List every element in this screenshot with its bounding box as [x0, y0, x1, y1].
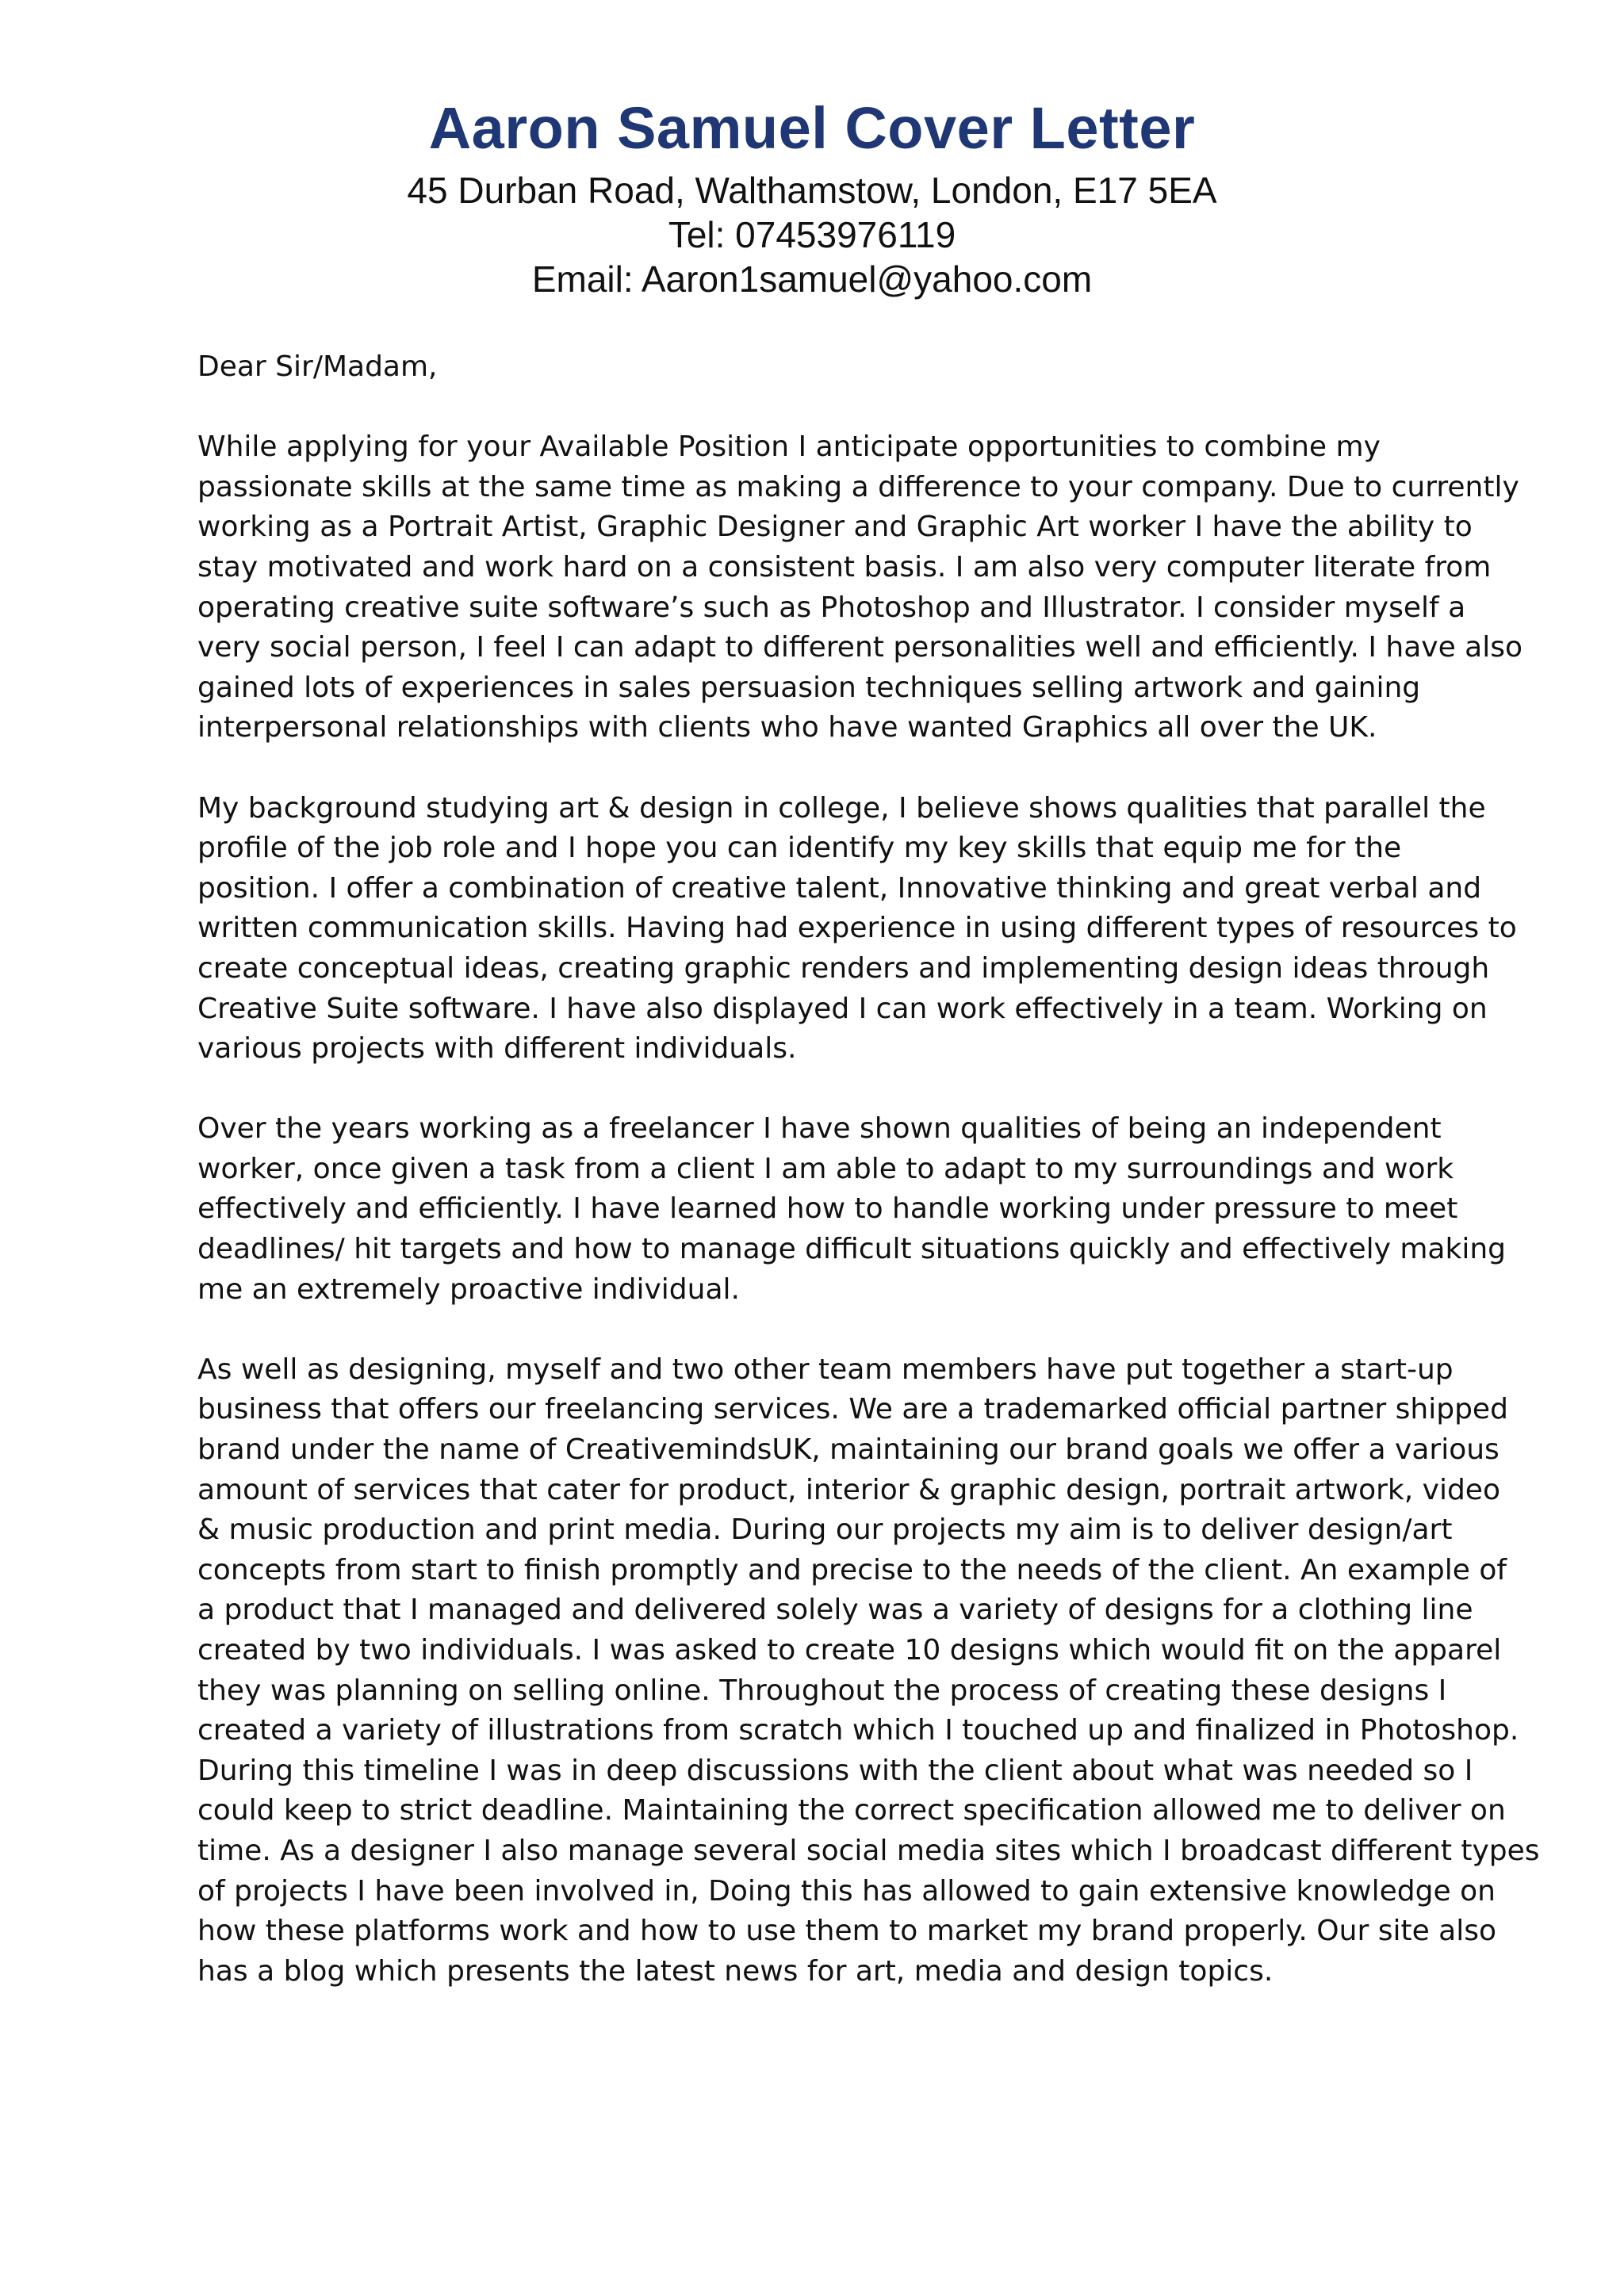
paragraph-line: deadlines/ hit targets and how to manage difficult situations quickly and effectively making	[197, 1233, 1507, 1266]
paragraph-line: could keep to strict deadline. Maintaining the correct specification allowed me to deliver on	[197, 1794, 1506, 1827]
paragraph-line: created a variety of illustrations from scratch which I touched up and finalized in Photoshop.	[197, 1714, 1519, 1747]
paragraph-line: My background studying art & design in college, I believe shows qualities that parallel the	[197, 791, 1486, 825]
page-title: Aaron Samuel Cover Letter	[428, 95, 1196, 161]
paragraph-line: Over the years working as a freelancer I have shown qualities of being an independent	[197, 1112, 1442, 1146]
paragraph-line: As well as designing, myself and two other team members have put together a start-up	[197, 1353, 1454, 1386]
paragraph-line: operating creative suite software’s such as Photoshop and Illustrator. I consider myself a	[197, 591, 1466, 624]
paragraph-line: various projects with different individuals.	[197, 1032, 797, 1066]
letter-paragraphs	[197, 427, 1540, 1992]
letter-body	[197, 347, 1540, 2032]
paragraph-line: concepts from start to finish promptly and precise to the needs of the client. An example of	[197, 1553, 1507, 1586]
paragraph-line: amount of services that cater for product, interior & graphic design, portrait artwork, video	[197, 1473, 1500, 1506]
paragraph-line: worker, once given a task from a client I am able to adapt to my surroundings and work	[197, 1152, 1454, 1185]
paragraph-line: During this timeline I was in deep discussions with the client about what was needed so I	[197, 1754, 1473, 1787]
address-line: 45 Durban Road, Walthamstow, London, E17 5EA	[407, 170, 1217, 211]
paragraph-line: of projects I have been involved in, Doing this has allowed to gain extensive knowledge on	[197, 1874, 1496, 1908]
paragraph-line: how these platforms work and how to use them to market my brand properly. Our site also	[197, 1915, 1496, 1948]
paragraph-line: & music production and print media. During our projects my aim is to deliver design/art	[197, 1513, 1453, 1547]
paragraph-line: they was planning on selling online. Throughout the process of creating these designs I	[197, 1674, 1447, 1707]
paragraph-4	[197, 1350, 1540, 1992]
paragraph-line: written communication skills. Having had experience in using different types of resources to	[197, 912, 1517, 945]
salutation: Dear Sir/Madam,	[197, 350, 438, 383]
paragraph-line: Creative Suite software. I have also displayed I can work effectively in a team. Working on	[197, 992, 1488, 1025]
paragraph-line: gained lots of experiences in sales persuasion techniques selling artwork and gaining	[197, 671, 1421, 704]
paragraph-line: effectively and efficiently. I have learned how to handle working under pressure to meet	[197, 1192, 1458, 1226]
paragraph-3	[197, 1109, 1507, 1310]
paragraph-line: time. As a designer I also manage several social media sites which I broadcast different types	[197, 1834, 1540, 1867]
paragraph-line: created by two individuals. I was asked to create 10 designs which would fit on the apparel	[197, 1634, 1502, 1667]
paragraph-line: passionate skills at the same time as making a difference to your company. Due to currently	[197, 470, 1519, 503]
paragraph-line: business that offers our freelancing services. We are a trademarked official partner shipped	[197, 1393, 1508, 1426]
paragraph-1	[197, 427, 1523, 748]
paragraph-line: me an extremely proactive individual.	[197, 1272, 740, 1306]
paragraph-line: profile of the job role and I hope you can identify my key skills that equip me for the	[197, 832, 1402, 865]
paragraph-line: interpersonal relationships with clients who have wanted Graphics all over the UK.	[197, 711, 1377, 744]
paragraph-line: stay motivated and work hard on a consistent basis. I am also very computer literate from	[197, 550, 1492, 584]
paragraph-line: brand under the name of CreativemindsUK, maintaining our brand goals we offer a various	[197, 1433, 1500, 1467]
paragraph-line: While applying for your Available Position I anticipate opportunities to combine my	[197, 430, 1381, 464]
email-line: Email: Aaron1samuel@yahoo.com	[531, 258, 1093, 300]
paragraph-line: position. I offer a combination of creative talent, Innovative thinking and great verbal and	[197, 871, 1482, 905]
letter-header	[0, 89, 1624, 301]
paragraph-line: create conceptual ideas, creating graphic renders and implementing design ideas through	[197, 951, 1490, 985]
phone-line: Tel: 07453976119	[668, 214, 956, 255]
paragraph-line: working as a Portrait Artist, Graphic Designer and Graphic Art worker I have the ability to	[197, 511, 1473, 544]
paragraph-line: has a blog which presents the latest news for art, media and design topics.	[197, 1954, 1274, 1988]
paragraph-2	[197, 789, 1517, 1070]
paragraph-line: very social person, I feel I can adapt to different personalities well and efficiently. I have also	[197, 631, 1523, 664]
paragraph-line: a product that I managed and delivered solely was a variety of designs for a clothing line	[197, 1594, 1473, 1627]
